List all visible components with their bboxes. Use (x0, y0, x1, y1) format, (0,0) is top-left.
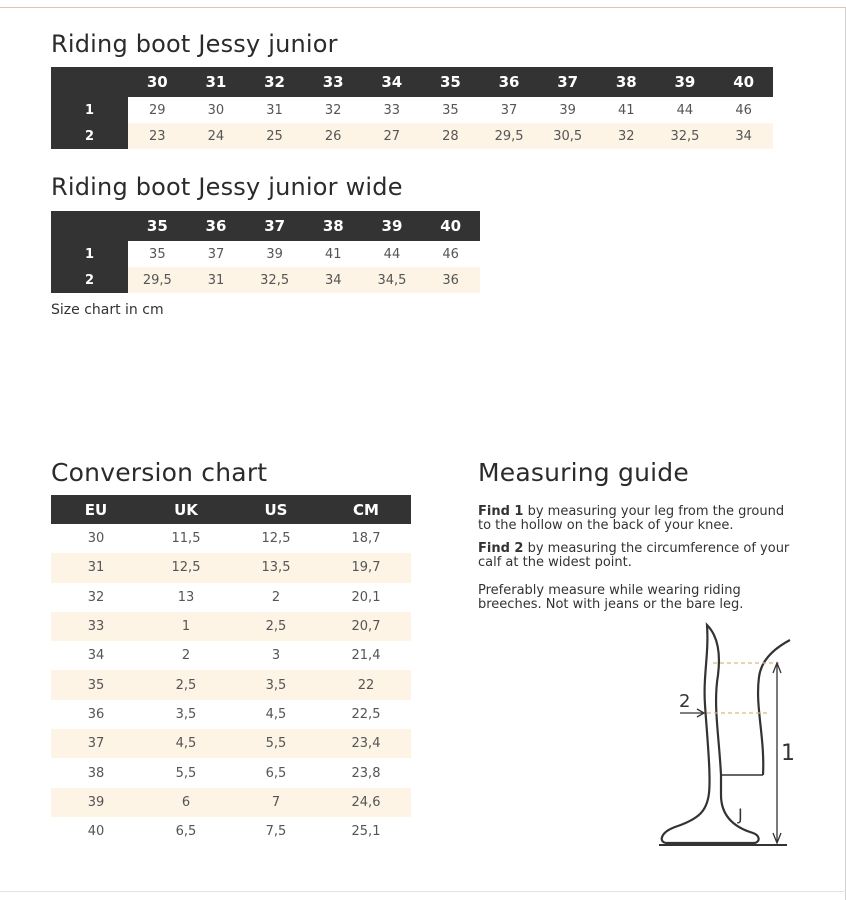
conversion-cell: 22 (321, 670, 411, 699)
size-header-cell: 38 (597, 67, 656, 97)
conversion-cell: 6,5 (175, 824, 197, 840)
conversion-cell: 23,4 (321, 729, 411, 758)
size-header-cell: 37 (245, 211, 304, 241)
conversion-header-cell: EU (51, 495, 141, 524)
conversion-cell: 13 (177, 589, 195, 605)
conversion-cell: 39 (51, 788, 141, 817)
conversion-cell: 36 (87, 706, 105, 722)
measure-row (51, 241, 480, 267)
measure-cell: 37 (500, 102, 518, 118)
conversion-table (51, 495, 411, 846)
conversion-cell: 3 (271, 648, 281, 664)
conversion-cell: 5,5 (175, 765, 197, 781)
measure-cell: 32 (597, 123, 656, 149)
label-1: 1 (781, 741, 795, 766)
measure-cell: 23 (128, 123, 187, 149)
conversion-cell: 6,5 (265, 765, 287, 781)
measure-row-label: 1 (51, 97, 128, 123)
bottom-border (0, 891, 846, 892)
measure-cell: 37 (207, 246, 225, 262)
size-header-cell: 31 (187, 67, 246, 97)
top-border (0, 7, 846, 8)
size-header-cell: 36 (187, 211, 246, 241)
measure-cell: 36 (421, 267, 480, 293)
conversion-cell: 3,5 (231, 670, 321, 699)
size-header-cell: 36 (480, 67, 539, 97)
label-j: J (738, 805, 743, 824)
size-header-cell: 40 (421, 211, 480, 241)
guide-step-2-label: Find 2 (478, 541, 524, 556)
conversion-cell: 23,8 (351, 765, 381, 781)
measure-cell: 27 (363, 123, 422, 149)
conversion-cell: 25,1 (351, 824, 381, 840)
conversion-cell: 20,7 (321, 612, 411, 641)
conversion-header-cell: US (231, 495, 321, 524)
measure-row-label: 1 (51, 241, 128, 267)
measure-cell: 35 (149, 246, 166, 262)
guide-step-1-label: Find 1 (478, 504, 524, 519)
conversion-cell: 40 (87, 824, 105, 840)
header-blank-cell (51, 211, 128, 241)
conversion-title: Conversion chart (51, 458, 268, 487)
conversion-row (51, 670, 411, 699)
conversion-row (51, 641, 411, 670)
conversion-cell: 7 (231, 788, 321, 817)
measure-cell: 34 (304, 267, 363, 293)
conversion-cell: 34 (87, 648, 105, 664)
conversion-cell: 5,5 (231, 729, 321, 758)
conversion-cell: 2 (271, 589, 281, 605)
conversion-row (51, 553, 411, 582)
conversion-row (51, 758, 411, 787)
size-header-cell: 37 (538, 67, 597, 97)
size-header-cell: 35 (128, 211, 187, 241)
conversion-cell: 13,5 (231, 553, 321, 582)
conversion-cell: 22,5 (351, 706, 381, 722)
conversion-cell: 3,5 (175, 706, 197, 722)
size-table-junior-wide (51, 211, 480, 293)
measure-row-label: 2 (51, 267, 128, 293)
conversion-cell: 37 (51, 729, 141, 758)
size-header-cell: 34 (363, 67, 422, 97)
conversion-cell: 20,1 (351, 589, 381, 605)
size-header-cell: 38 (304, 211, 363, 241)
conversion-header-cell: UK (141, 495, 231, 524)
conversion-cell: 30 (87, 531, 105, 547)
guide-title: Measuring guide (478, 458, 689, 487)
measure-cell: 46 (735, 102, 752, 118)
measure-cell: 28 (421, 123, 480, 149)
measure-cell: 32,5 (656, 123, 715, 149)
measure-cell: 29,5 (128, 267, 187, 293)
conversion-cell: 11,5 (171, 531, 201, 547)
leg-measurement-illustration (655, 615, 795, 855)
conversion-header-cell: CM (321, 495, 411, 524)
guide-step-2 (478, 542, 798, 570)
measure-cell: 33 (383, 102, 401, 118)
measure-cell: 34 (714, 123, 773, 149)
table1-title: Riding boot Jessy junior (51, 30, 338, 58)
measure-row (51, 123, 773, 149)
conversion-cell: 7,5 (265, 824, 287, 840)
measure-row (51, 267, 480, 293)
conversion-row (51, 524, 411, 553)
conversion-header-row (51, 495, 411, 524)
conversion-cell: 18,7 (351, 531, 381, 547)
conversion-cell: 2 (181, 648, 191, 664)
size-header-cell: 30 (128, 67, 187, 97)
size-header-row (51, 67, 773, 97)
conversion-cell: 6 (141, 788, 231, 817)
size-header-cell: 32 (245, 67, 304, 97)
size-header-cell: 33 (304, 67, 363, 97)
measure-cell: 30 (207, 102, 225, 118)
size-header-cell: 40 (714, 67, 773, 97)
conversion-cell: 31 (51, 553, 141, 582)
guide-step-1-text: by measuring your leg from the ground to the hollow on the back of your knee. (478, 504, 785, 533)
size-header-cell: 35 (421, 67, 480, 97)
conversion-cell: 1 (141, 612, 231, 641)
conversion-cell: 2,5 (141, 670, 231, 699)
guide-step-1 (478, 505, 798, 533)
measure-cell: 41 (325, 246, 342, 262)
measure-cell: 32 (324, 102, 342, 118)
conversion-row (51, 788, 411, 817)
measure-cell: 39 (559, 102, 576, 118)
conversion-cell: 19,7 (321, 553, 411, 582)
guide-advice: Preferably measure while wearing riding breeches. Not with jeans or the bare leg. (478, 583, 744, 612)
measure-cell: 26 (304, 123, 363, 149)
measure-cell: 24 (187, 123, 246, 149)
conversion-cell: 33 (51, 612, 141, 641)
measure-cell: 29,5 (480, 123, 539, 149)
measure-cell: 25 (245, 123, 304, 149)
conversion-row (51, 612, 411, 641)
measure-cell: 44 (383, 246, 401, 262)
measure-cell: 44 (676, 102, 694, 118)
conversion-cell: 2,5 (231, 612, 321, 641)
size-header-cell: 39 (656, 67, 715, 97)
measure-row-label: 2 (51, 123, 128, 149)
measure-cell: 31 (266, 102, 283, 118)
size-header-cell: 39 (363, 211, 422, 241)
conversion-cell: 4,5 (141, 729, 231, 758)
size-header-row (51, 211, 480, 241)
measure-cell: 46 (442, 246, 459, 262)
measure-cell: 35 (442, 102, 459, 118)
size-note: Size chart in cm (51, 302, 164, 318)
header-blank-cell (51, 67, 128, 97)
measure-cell: 31 (187, 267, 246, 293)
measure-row (51, 97, 773, 123)
measure-cell: 34,5 (363, 267, 422, 293)
conversion-cell: 4,5 (265, 706, 287, 722)
conversion-cell: 24,6 (321, 788, 411, 817)
measure-cell: 39 (266, 246, 283, 262)
table2-title: Riding boot Jessy junior wide (51, 173, 403, 201)
leg-outline-icon (662, 625, 759, 843)
label-2: 2 (679, 691, 691, 712)
conversion-cell: 12,5 (261, 531, 291, 547)
measure-cell: 41 (618, 102, 635, 118)
conversion-row (51, 729, 411, 758)
conversion-cell: 12,5 (141, 553, 231, 582)
conversion-row (51, 817, 411, 846)
conversion-cell: 32 (87, 589, 105, 605)
measure-cell: 32,5 (245, 267, 304, 293)
conversion-cell: 38 (87, 765, 105, 781)
guide-step-2-text: by measuring the circumference of your calf at the widest point. (478, 541, 790, 570)
conversion-row (51, 700, 411, 729)
conversion-cell: 35 (51, 670, 141, 699)
measure-cell: 30,5 (538, 123, 597, 149)
conversion-cell: 21,4 (351, 648, 381, 664)
measure-cell: 29 (149, 102, 166, 118)
conversion-row (51, 583, 411, 612)
size-table-junior (51, 67, 773, 149)
